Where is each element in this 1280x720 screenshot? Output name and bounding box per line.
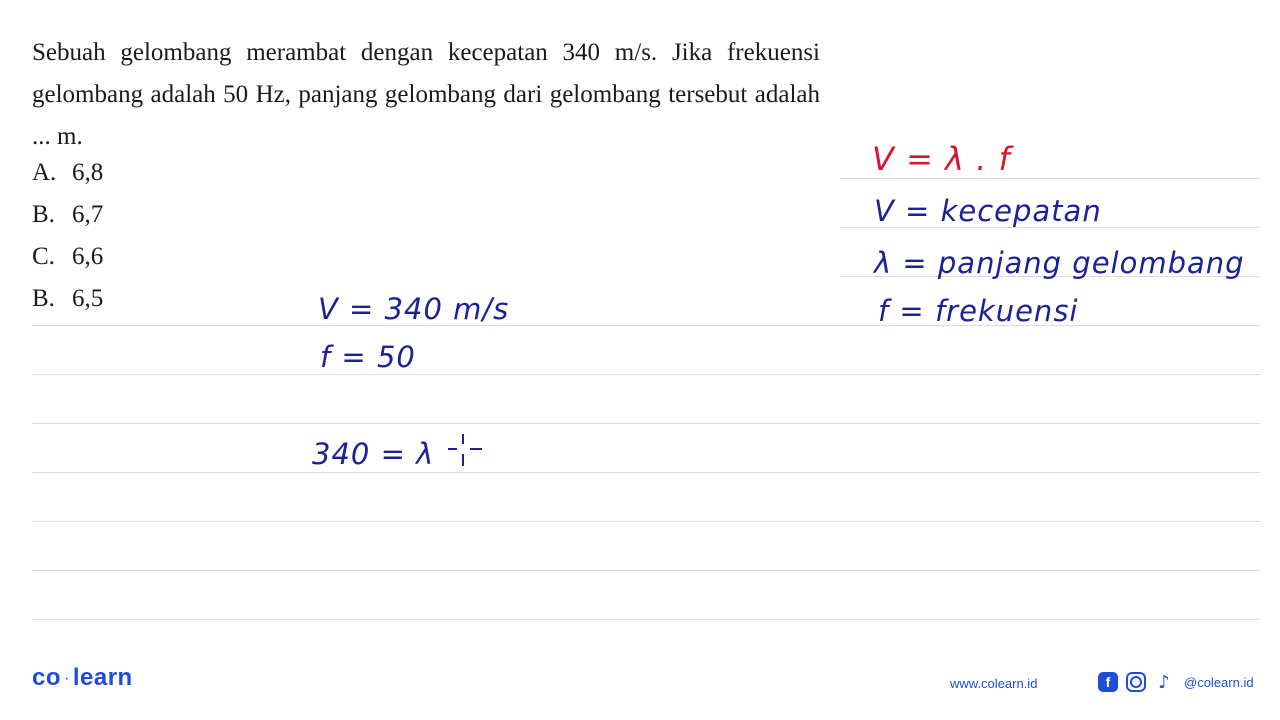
colearn-logo	[32, 664, 133, 692]
option-letter: C.	[32, 243, 55, 270]
social-handle[interactable]: @colearn.id	[1184, 674, 1254, 690]
definition-f: f = frekuensi	[878, 294, 1079, 328]
option-value: 6,5	[72, 285, 104, 312]
social-links	[1098, 672, 1254, 692]
ruled-line	[32, 472, 1260, 473]
ruled-line	[32, 521, 1260, 522]
option-a[interactable]	[32, 152, 103, 194]
website-url[interactable]: www.colearn.id	[950, 676, 1038, 691]
instagram-icon[interactable]	[1126, 672, 1146, 692]
logo-part: co	[32, 664, 62, 691]
question-text: Sebuah gelombang merambat dengan kecepatan 340 m/s. Jika frekuensi gelombang adalah 50 Hz, panjang gelombang dari gelombang tersebut adalah ... m.	[32, 39, 820, 150]
definition-lambda: λ = panjang gelombang	[874, 246, 1245, 280]
option-letter: A.	[32, 159, 57, 186]
tiktok-icon[interactable]: ♪	[1158, 671, 1170, 693]
ruled-line	[840, 178, 1260, 179]
option-letter: B.	[32, 201, 55, 228]
option-c[interactable]	[32, 236, 103, 278]
option-d[interactable]	[32, 278, 103, 320]
equation-handwriting: 340 = λ	[312, 437, 435, 471]
answer-options	[32, 152, 103, 320]
ruled-line	[32, 570, 1260, 571]
ruled-line	[32, 619, 1260, 620]
given-frequency: f = 50	[320, 340, 416, 374]
facebook-icon[interactable]: f	[1098, 672, 1118, 692]
option-value: 6,6	[72, 243, 104, 270]
division-sign	[446, 432, 486, 468]
ruled-line	[32, 423, 1260, 424]
option-b[interactable]	[32, 194, 103, 236]
given-velocity: V = 340 m/s	[318, 292, 510, 326]
ruled-line	[32, 374, 1260, 375]
logo-part: learn	[72, 664, 133, 691]
formula-handwriting: V = λ . f	[872, 140, 1011, 178]
definition-v: V = kecepatan	[874, 194, 1102, 228]
option-value: 6,7	[72, 201, 104, 228]
option-letter: B.	[32, 285, 55, 312]
option-value: 6,8	[72, 159, 104, 186]
logo-separator: ·	[64, 669, 70, 687]
